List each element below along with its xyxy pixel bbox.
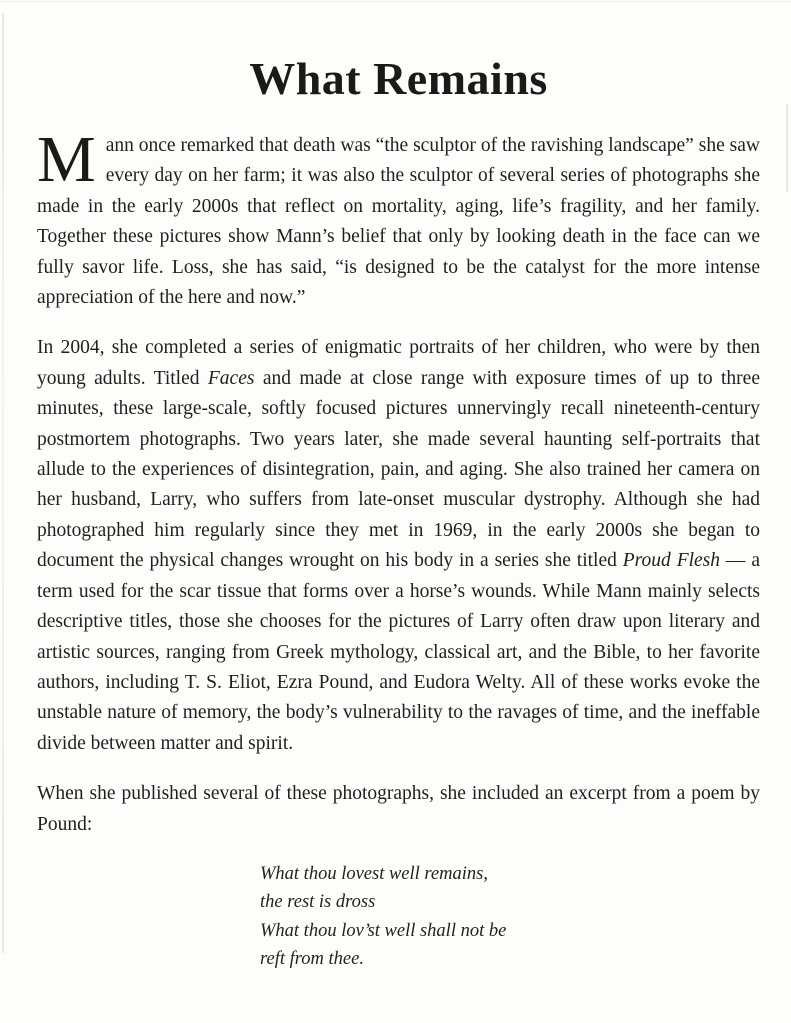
poem-line: What thou lov’st well shall not be bbox=[260, 920, 507, 941]
body-text bbox=[37, 123, 760, 840]
scan-edge-right bbox=[786, 104, 788, 192]
scan-edge-top bbox=[0, 1, 791, 2]
text-run: — a term used for the scar tissue that forms over a horse’s wounds. While Mann mainly selects descriptive titles, those she chooses for the pictures of Larry often draw upon literary and artistic sources, ranging from Greek mythology, classical art, and the Bible, to her favorite authors, including T. S. Eliot, Ezra Pound, and Eudora Welty. All of these works evoke the unstable nature of memory, the body’s vulnerability to the ravages of time, and the ineffable divide between matter and spirit. bbox=[37, 550, 760, 754]
work-title-italic: Faces bbox=[207, 367, 255, 389]
paragraph bbox=[37, 333, 760, 759]
drop-cap: M bbox=[37, 123, 96, 196]
paragraph bbox=[37, 123, 760, 313]
text-run: ann once remarked that death was “the sculptor of the ravishing landscape” she saw every day on her farm; it was also the sculptor of several series of photographs she made in the early 2000s that reflect on mortality, aging, life’s fragility, and her family. Together these pictures show Mann’s belief that only by looking death in the face can we fully savor life. Loss, she has said, “is designed to be the catalyst for the more intense appreciation of the here and now.” bbox=[37, 135, 760, 309]
text-run: In 2004, she completed a series of enigmatic portraits of her children, who were by then young adults. Titled bbox=[37, 337, 760, 389]
page-title: What Remains bbox=[249, 53, 548, 104]
poem-line: the rest is dross bbox=[260, 892, 376, 913]
poem-line: reft from thee. bbox=[260, 949, 364, 970]
work-title-italic: Proud Flesh bbox=[622, 550, 721, 572]
text-run: and made at close range with exposure times of up to three minutes, these large-scale, softly focused pictures unnervingly recall nineteenth-century postmortem photographs. Two years later, she made several haunting self-portraits that allude to the experiences of disintegration, pain, and aging. She also trained her camera on her husband, Larry, who suffers from late-onset muscular dystrophy. Although she had photographed him regularly since they met in 1969, in the early 2000s she began to document the physical changes wrought on his body in a series she titled bbox=[37, 367, 760, 572]
scan-edge-left bbox=[2, 13, 4, 953]
poem-block bbox=[260, 860, 760, 974]
poem-line: What thou lovest well remains, bbox=[260, 863, 488, 884]
paragraph bbox=[37, 779, 760, 840]
text-run: When she published several of these photographs, she included an excerpt from a poem by Pound: bbox=[37, 783, 760, 835]
page-content bbox=[0, 52, 791, 974]
